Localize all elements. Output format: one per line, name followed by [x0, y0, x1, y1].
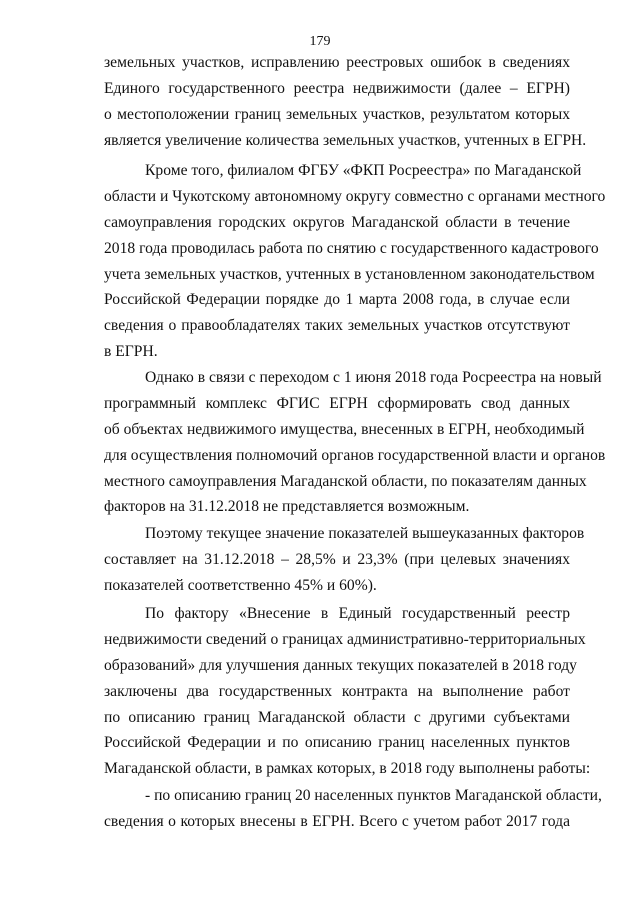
page-number: 179 — [309, 34, 331, 49]
paragraph — [104, 50, 587, 154]
paragraph — [104, 601, 591, 782]
text-line: образований» для улучшения данных текущих показателей в 2018 году — [104, 656, 577, 674]
text-line: сведения о правообладателях таких земельных участков отсутствуют — [104, 317, 570, 335]
text-line: Единого государственного реестра недвижимости (далее – ЕГРН) — [104, 79, 570, 97]
text-line: показателей соответственно 45% и 60%). — [104, 576, 377, 594]
text-line: 2018 года проводилась работа по снятию с государственного кадастрового — [104, 239, 599, 257]
text-line: Российской Федерации порядке до 1 марта 2008 года, в случае если — [104, 291, 570, 309]
text-line: По фактору «Внесение в Единый государственный реестр — [145, 605, 570, 622]
paragraph — [104, 158, 606, 365]
text-line: Российской Федерации и по описанию границ населенных пунктов — [104, 734, 570, 752]
text-line: заключены два государственных контракта на выполнение работ — [104, 682, 570, 700]
text-line: Кроме того, филиалом ФГБУ «ФКП Росреестра» по Магаданской — [145, 162, 582, 179]
text-line: - по описанию границ 20 населенных пунктов Магаданской области, — [145, 787, 602, 804]
text-line: недвижимости сведений о границах административно-территориальных — [104, 630, 586, 648]
text-line: по описанию границ Магаданской области с другими субъектами — [104, 708, 570, 726]
text-line: о местоположении границ земельных участков, результатом которых — [104, 105, 570, 123]
paragraph — [104, 365, 606, 520]
text-line: программный комплекс ФГИС ЕГРН сформировать свод данных — [104, 394, 570, 412]
paragraph — [104, 521, 585, 599]
text-line: Однако в связи с переходом с 1 июня 2018 года Росреестра на новый — [145, 369, 602, 386]
text-line: для осуществления полномочий органов государственной власти и органов — [104, 446, 606, 464]
text-line: области и Чукотскому автономному округу совместно с органами местного — [104, 187, 606, 205]
paragraph — [104, 783, 602, 835]
text-line: самоуправления городских округов Магаданской области в течение — [104, 213, 570, 231]
text-line: местного самоуправления Магаданской области, по показателям данных — [104, 472, 587, 490]
text-line: Поэтому текущее значение показателей вышеуказанных факторов — [145, 525, 585, 542]
text-line: является увеличение количества земельных участков, учтенных в ЕГРН. — [104, 131, 587, 149]
text-line: учета земельных участков, учтенных в установленном законодательством — [104, 265, 595, 283]
text-line: факторов на 31.12.2018 не представляется возможным. — [104, 498, 470, 516]
text-line: земельных участков, исправлению реестровых ошибок в сведениях — [104, 54, 570, 71]
text-line: Магаданской области, в рамках которых, в 2018 году выполнены работы: — [104, 760, 591, 778]
text-line: составляет на 31.12.2018 – 28,5% и 23,3% (при целевых значениях — [104, 550, 570, 568]
text-line: сведения о которых внесены в ЕГРН. Всего с учетом работ 2017 года — [104, 812, 570, 830]
text-line: в ЕГРН. — [104, 343, 158, 361]
text-line: об объектах недвижимого имущества, внесенных в ЕГРН, необходимый — [104, 420, 585, 438]
